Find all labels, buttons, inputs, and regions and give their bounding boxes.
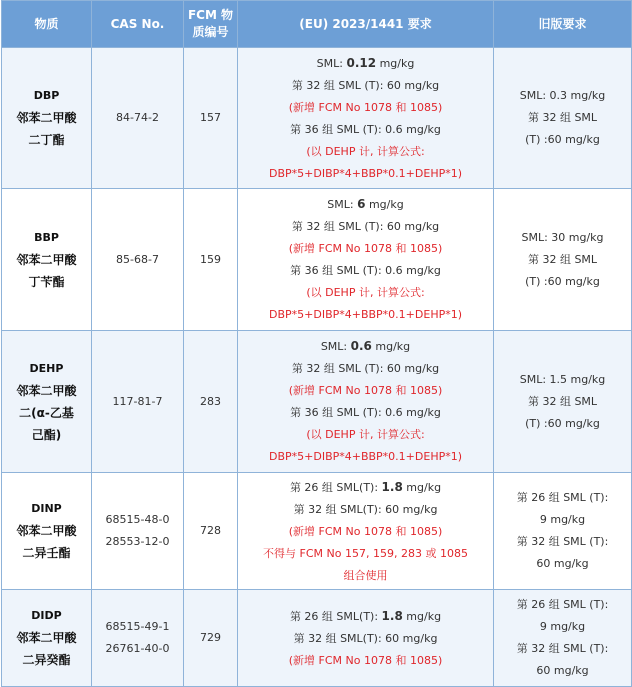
- requirement-line: [244, 282, 487, 304]
- header-fcm: FCM 物质编号: [184, 1, 238, 48]
- phthalate-requirements-table: [1, 0, 632, 687]
- requirement-line: [244, 260, 487, 282]
- old-requirement-line: 9 mg/kg: [539, 620, 586, 633]
- cas-number: 85-68-7: [116, 252, 159, 266]
- requirement-line: [244, 605, 487, 628]
- substance-name-line: 二异壬酯: [22, 546, 71, 560]
- requirement-line: [244, 521, 487, 543]
- requirement-text: 第 32 组 SML (T): 60 mg/kg: [291, 220, 440, 233]
- requirement-text: 第 36 组 SML (T): 0.6 mg/kg: [290, 264, 441, 277]
- old-requirement-line: 第 26 组 SML (T):: [516, 598, 609, 611]
- cas-number: 68515-48-0: [105, 513, 170, 526]
- requirement-text: (以 DEHP 计, 计算公式:: [306, 286, 425, 299]
- requirement-line: [244, 216, 487, 238]
- fcm-number-cell: 157: [184, 48, 238, 189]
- cas-cell: [92, 331, 184, 473]
- requirement-line: [244, 402, 487, 424]
- substance-cell: [2, 473, 92, 590]
- old-requirement-line: SML: 30 mg/kg: [521, 230, 604, 244]
- cas-cell: [92, 48, 184, 189]
- table-row: [2, 590, 632, 687]
- old-requirement-cell: [494, 331, 632, 473]
- requirement-line: [244, 650, 487, 672]
- table-row: [2, 473, 632, 590]
- substance-name-line: 邻苯二甲酸: [16, 631, 77, 645]
- requirement-line: [244, 141, 487, 163]
- requirement-line: [244, 52, 487, 75]
- sml-unit: mg/kg: [402, 480, 442, 494]
- requirement-text: 组合使用: [343, 568, 388, 582]
- substance-name-line: 丁苄酯: [28, 274, 65, 289]
- requirement-text: 不得与 FCM No 157, 159, 283 或 1085: [263, 546, 468, 560]
- requirement-text: (新增 FCM No 1078 和 1085): [288, 524, 443, 538]
- requirement-text: (以 DEHP 计, 计算公式:: [306, 428, 425, 441]
- requirement-text: DBP*5+DIBP*4+BBP*0.1+DEHP*1): [268, 308, 463, 321]
- old-requirement-line: 第 32 组 SML (T):: [516, 535, 609, 548]
- requirement-text: 第 36 组 SML (T): 0.6 mg/kg: [290, 122, 441, 136]
- substance-code: DIDP: [31, 609, 62, 622]
- substance-name-line: 邻苯二甲酸: [16, 383, 77, 398]
- header-new-requirement: (EU) 2023/1441 要求: [238, 1, 494, 48]
- requirement-text: (新增 FCM No 1078 和 1085): [288, 384, 443, 397]
- sml-unit: mg/kg: [371, 340, 411, 353]
- old-requirement-line: 60 mg/kg: [536, 557, 589, 570]
- substance-code: DINP: [31, 502, 62, 515]
- fcm-number-cell: 283: [184, 331, 238, 473]
- old-requirement-line: SML: 1.5 mg/kg: [519, 372, 606, 386]
- requirement-line: [244, 238, 487, 260]
- requirement-text: (新增 FCM No 1078 和 1085): [288, 100, 443, 114]
- sml-value: 0.12: [346, 55, 377, 70]
- requirement-line: [244, 446, 487, 468]
- requirement-line: [244, 628, 487, 650]
- old-requirement-cell: [494, 48, 632, 189]
- requirement-text: 第 32 组 SML (T): 60 mg/kg: [291, 78, 440, 92]
- table-row: [2, 48, 632, 189]
- fcm-number-cell: 159: [184, 189, 238, 331]
- substance-code: DBP: [33, 89, 60, 102]
- sml-value: 6: [357, 197, 366, 211]
- old-requirement-line: 60 mg/kg: [536, 664, 589, 677]
- sml-value: 1.8: [381, 479, 403, 494]
- cas-number: 68515-49-1: [105, 620, 170, 633]
- old-requirement-cell: [494, 473, 632, 590]
- substance-cell: [2, 590, 92, 687]
- requirement-text: (新增 FCM No 1078 和 1085): [288, 653, 443, 667]
- old-requirement-cell: [494, 189, 632, 331]
- substance-name-line: 二(α-乙基: [19, 405, 74, 420]
- old-requirement-line: 第 32 组 SML: [527, 394, 598, 408]
- requirement-line: [244, 543, 487, 565]
- requirement-text: DBP*5+DIBP*4+BBP*0.1+DEHP*1): [268, 450, 463, 463]
- new-requirement-cell: [238, 590, 494, 687]
- substance-name-line: 二异癸酯: [22, 653, 71, 667]
- requirement-text: SML:: [320, 340, 351, 353]
- requirement-text: DBP*5+DIBP*4+BBP*0.1+DEHP*1): [268, 166, 463, 180]
- table-header-row: [2, 1, 632, 48]
- new-requirement-cell: [238, 331, 494, 473]
- requirement-text: 第 32 组 SML(T): 60 mg/kg: [293, 502, 438, 516]
- cas-cell: [92, 473, 184, 590]
- cas-cell: [92, 189, 184, 331]
- old-requirement-cell: [494, 590, 632, 687]
- header-cas: CAS No.: [92, 1, 184, 48]
- requirement-line: [244, 476, 487, 499]
- requirement-text: 第 32 组 SML (T): 60 mg/kg: [291, 362, 440, 375]
- requirement-line: [244, 97, 487, 119]
- requirement-text: 第 26 组 SML(T):: [289, 609, 382, 623]
- cas-number: 26761-40-0: [105, 642, 170, 655]
- requirement-text: (新增 FCM No 1078 和 1085): [288, 242, 443, 255]
- cas-cell: [92, 590, 184, 687]
- cas-number: 84-74-2: [116, 111, 159, 124]
- requirement-line: [244, 565, 487, 587]
- old-requirement-line: 第 32 组 SML: [527, 111, 598, 124]
- old-requirement-line: 第 32 组 SML: [527, 252, 598, 266]
- requirement-text: SML:: [327, 198, 358, 211]
- requirement-line: [244, 163, 487, 185]
- substance-name-line: 邻苯二甲酸: [16, 252, 77, 267]
- fcm-number-cell: 729: [184, 590, 238, 687]
- substance-name-line: 邻苯二甲酸: [16, 111, 77, 125]
- fcm-number-cell: 728: [184, 473, 238, 590]
- header-old-requirement: 旧版要求: [494, 1, 632, 48]
- substance-code: DEHP: [29, 361, 64, 375]
- requirement-line: [244, 304, 487, 326]
- old-requirement-line: (T) :60 mg/kg: [525, 133, 600, 146]
- header-substance: 物质: [2, 1, 92, 48]
- sml-value: 1.8: [381, 608, 403, 623]
- old-requirement-line: 9 mg/kg: [539, 513, 586, 526]
- sml-value: 0.6: [350, 339, 372, 353]
- cas-number: 117-81-7: [112, 394, 163, 408]
- requirement-line: [244, 193, 487, 216]
- substance-name-line: 二丁酯: [28, 133, 65, 147]
- cas-number: 28553-12-0: [105, 535, 170, 548]
- old-requirement-line: 第 26 组 SML (T):: [516, 491, 609, 504]
- substance-name-line: 己酯): [31, 427, 62, 442]
- table-row: [2, 189, 632, 331]
- requirement-text: 第 36 组 SML (T): 0.6 mg/kg: [290, 406, 441, 419]
- substance-cell: [2, 189, 92, 331]
- requirement-text: 第 32 组 SML(T): 60 mg/kg: [293, 631, 438, 645]
- old-requirement-line: SML: 0.3 mg/kg: [519, 89, 606, 102]
- old-requirement-line: 第 32 组 SML (T):: [516, 642, 609, 655]
- requirement-line: [244, 358, 487, 380]
- requirement-line: [244, 499, 487, 521]
- new-requirement-cell: [238, 48, 494, 189]
- requirement-line: [244, 119, 487, 141]
- substance-code: BBP: [34, 230, 59, 244]
- sml-unit: mg/kg: [376, 56, 415, 70]
- table-row: [2, 331, 632, 473]
- new-requirement-cell: [238, 189, 494, 331]
- substance-cell: [2, 48, 92, 189]
- requirement-line: [244, 424, 487, 446]
- requirement-line: [244, 380, 487, 402]
- requirement-text: (以 DEHP 计, 计算公式:: [306, 144, 425, 158]
- old-requirement-line: (T) :60 mg/kg: [525, 274, 600, 288]
- requirement-line: [244, 75, 487, 97]
- sml-unit: mg/kg: [365, 198, 404, 211]
- substance-name-line: 邻苯二甲酸: [16, 524, 77, 538]
- substance-cell: [2, 331, 92, 473]
- new-requirement-cell: [238, 473, 494, 590]
- old-requirement-line: (T) :60 mg/kg: [525, 416, 600, 430]
- requirement-text: 第 26 组 SML(T):: [289, 480, 382, 494]
- requirement-text: SML:: [316, 56, 347, 70]
- requirement-line: [244, 335, 487, 358]
- sml-unit: mg/kg: [402, 609, 442, 623]
